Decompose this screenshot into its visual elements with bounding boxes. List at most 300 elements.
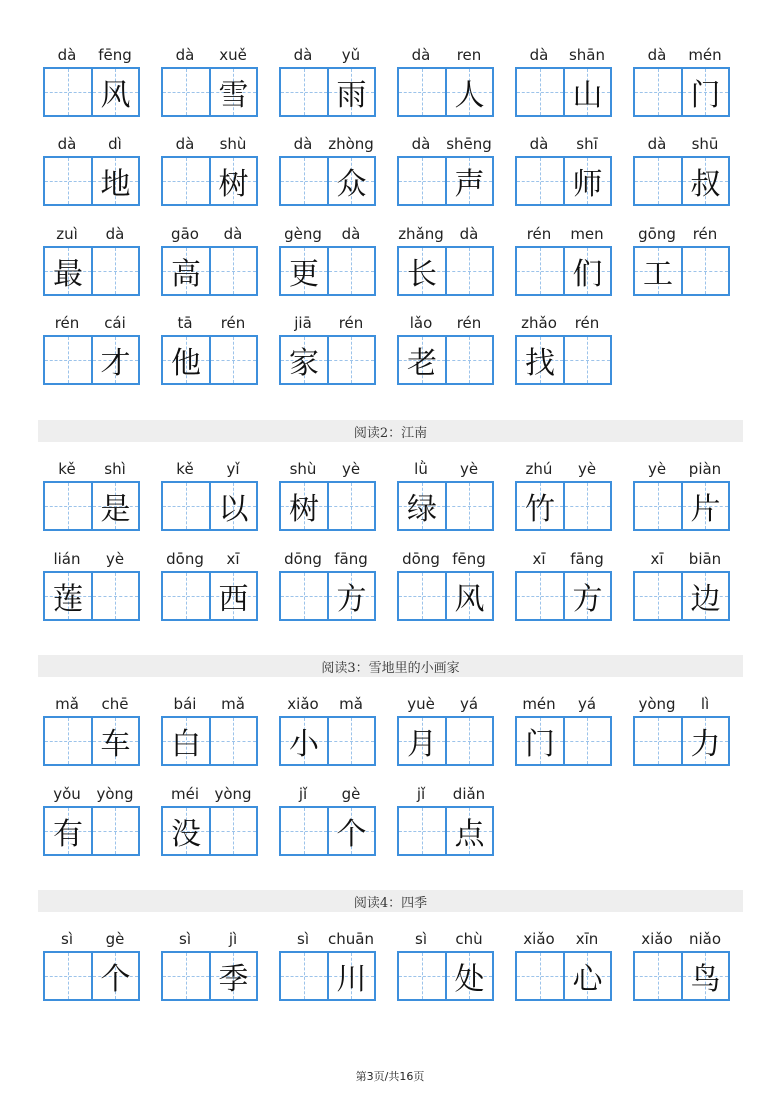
tianzige-box-blank[interactable] [329,335,377,385]
tianzige-box-blank[interactable] [329,246,377,296]
tianzige-pair [279,571,376,621]
hanzi-character [635,573,681,619]
hanzi-character: 以 [218,492,249,527]
pinyin-syllable: kě [58,460,76,478]
pinyin-syllable: dà [293,46,313,64]
tianzige-box-blank[interactable] [161,156,211,206]
pinyin-line [515,546,612,568]
word-card [515,691,612,766]
tianzige-box-filled [329,156,377,206]
pinyin-line [633,131,730,153]
pinyin-line [43,926,140,948]
word-row [43,42,743,117]
pinyin-line [633,546,730,568]
word-card [279,691,376,766]
word-card [397,221,494,296]
tianzige-box-blank[interactable] [633,67,683,117]
pinyin-syllable: gè [105,930,125,948]
tianzige-box-blank[interactable] [397,806,447,856]
pinyin-syllable: dà [411,135,431,153]
tianzige-pair [397,481,494,531]
tianzige-box-blank[interactable] [279,951,329,1001]
tianzige-pair [515,246,612,296]
pinyin-syllable: shān [568,46,606,64]
tianzige-box-blank[interactable] [565,335,613,385]
word-card [279,456,376,531]
word-card [43,926,140,1001]
tianzige-box-blank[interactable] [397,67,447,117]
tianzige-pair [161,335,258,385]
hanzi-character [281,69,327,115]
pinyin-syllable: rén [526,225,552,243]
pinyin-syllable: mǎ [339,695,363,713]
hanzi-character: 更 [289,257,319,292]
pinyin-syllable: dà [293,135,313,153]
hanzi-character [163,69,209,115]
word-card [633,926,730,1001]
hanzi-character [45,158,91,204]
tianzige-box-blank[interactable] [397,951,447,1001]
hanzi-character [163,158,209,204]
tianzige-pair [515,481,612,531]
pinyin-syllable: sì [297,930,309,948]
hanzi-character [517,953,563,999]
pinyin-line [279,781,376,803]
tianzige-box-blank[interactable] [43,951,93,1001]
hanzi-character [329,718,375,764]
pinyin-line [279,456,376,478]
pinyin-syllable: dà [341,225,361,243]
pinyin-line [161,221,258,243]
pinyin-line [515,926,612,948]
word-card [43,781,140,856]
pinyin-syllable: rén [692,225,718,243]
hanzi-character: 树 [289,492,319,527]
word-card [43,42,140,117]
word-card [515,310,612,385]
word-row [43,691,743,766]
word-card [161,310,258,385]
hanzi-character [45,337,91,383]
pinyin-syllable: cái [104,314,126,332]
word-card [633,456,730,531]
pinyin-syllable: shù [289,460,317,478]
tianzige-box-blank[interactable] [329,716,377,766]
tianzige-pair [279,951,376,1001]
pinyin-syllable: yuè [407,695,435,713]
page-number: 第3页/共16页 [355,1070,425,1083]
hanzi-character [635,158,681,204]
tianzige-pair [279,335,376,385]
pinyin-syllable: dà [647,135,667,153]
word-card [397,42,494,117]
hanzi-character [517,573,563,619]
tianzige-box-filled [515,716,565,766]
word-card [43,546,140,621]
tianzige-box-blank[interactable] [633,951,683,1001]
hanzi-character: 才 [100,346,131,381]
tianzige-box-filled [683,156,731,206]
tianzige-box-filled [93,335,141,385]
tianzige-pair [279,716,376,766]
pinyin-line [397,221,494,243]
pinyin-line [161,926,258,948]
pinyin-line [161,546,258,568]
pinyin-syllable: xiǎo [523,930,555,948]
tianzige-pair [161,806,258,856]
tianzige-box-filled [211,481,259,531]
pinyin-syllable: gèng [284,225,322,243]
word-row [43,781,743,856]
tianzige-box-blank[interactable] [565,481,613,531]
word-card [43,691,140,766]
tianzige-box-blank[interactable] [279,571,329,621]
word-card [161,42,258,117]
pinyin-syllable: shù [219,135,247,153]
pinyin-syllable: yǒu [53,785,81,803]
pinyin-syllable: chù [455,930,483,948]
pinyin-syllable: lián [53,550,81,568]
tianzige-box-blank[interactable] [633,571,683,621]
section-header-reading-4 [38,890,743,912]
hanzi-character: 方 [336,582,367,617]
tianzige-box-blank[interactable] [279,806,329,856]
tianzige-box-blank[interactable] [447,246,495,296]
tianzige-box-blank[interactable] [515,156,565,206]
word-card [279,221,376,296]
hanzi-character [211,248,257,294]
tianzige-box-filled [565,156,613,206]
pinyin-syllable: rén [456,314,482,332]
tianzige-box-filled [683,481,731,531]
pinyin-syllable: dà [57,46,77,64]
tianzige-pair [279,156,376,206]
pinyin-syllable: jǐ [298,785,308,803]
pinyin-syllable: rén [574,314,600,332]
pinyin-line [279,221,376,243]
hanzi-character [163,573,209,619]
pinyin-line [43,546,140,568]
pinyin-syllable: dōng [402,550,440,568]
pinyin-syllable: fēng [452,550,486,568]
pinyin-syllable: gāo [171,225,199,243]
tianzige-pair [279,806,376,856]
word-card [161,456,258,531]
hanzi-character [635,483,681,529]
hanzi-character [45,69,91,115]
pinyin-line [279,691,376,713]
pinyin-line [161,456,258,478]
pinyin-line [633,456,730,478]
tianzige-pair [161,571,258,621]
tianzige-box-blank[interactable] [279,67,329,117]
tianzige-box-filled [329,951,377,1001]
pinyin-syllable: shī [576,135,598,153]
pinyin-line [43,456,140,478]
hanzi-character [281,808,327,854]
hanzi-character: 白 [171,727,201,762]
tianzige-box-blank[interactable] [93,246,141,296]
pinyin-syllable: ren [456,46,482,64]
tianzige-pair [43,806,140,856]
word-card [515,546,612,621]
pinyin-syllable: zhòng [328,135,374,153]
pinyin-syllable: rén [54,314,80,332]
pinyin-line [397,691,494,713]
tianzige-pair [161,156,258,206]
hanzi-character: 西 [218,582,249,617]
tianzige-box-filled [683,571,731,621]
word-row [43,131,743,206]
tianzige-pair [633,716,730,766]
pinyin-syllable: yè [459,460,479,478]
pinyin-line [397,546,494,568]
tianzige-pair [279,481,376,531]
tianzige-box-filled [161,716,211,766]
pinyin-syllable: xiǎo [287,695,319,713]
tianzige-box-blank[interactable] [93,806,141,856]
pinyin-line [397,42,494,64]
pinyin-syllable: yǐ [226,460,240,478]
pinyin-syllable: dà [175,135,195,153]
pinyin-syllable: mén [522,695,556,713]
word-card [633,546,730,621]
pinyin-syllable: dà [459,225,479,243]
tianzige-box-blank[interactable] [329,481,377,531]
tianzige-box-blank[interactable] [211,716,259,766]
word-card [397,131,494,206]
tianzige-box-blank[interactable] [565,716,613,766]
hanzi-character [565,483,611,529]
tianzige-box-filled [447,571,495,621]
hanzi-character: 地 [100,167,131,202]
pinyin-syllable: yòng [638,695,676,713]
tianzige-box-blank[interactable] [161,951,211,1001]
word-card [43,310,140,385]
hanzi-character [163,953,209,999]
tianzige-box-blank[interactable] [43,67,93,117]
tianzige-box-blank[interactable] [43,335,93,385]
tianzige-pair [397,951,494,1001]
tianzige-box-filled [211,951,259,1001]
tianzige-box-filled [565,246,613,296]
tianzige-box-filled [633,246,683,296]
pinyin-syllable: fēng [98,46,132,64]
pinyin-syllable: shū [691,135,719,153]
tianzige-box-filled [279,335,329,385]
word-card [161,221,258,296]
pinyin-syllable: xiǎo [641,930,673,948]
tianzige-pair [515,335,612,385]
pinyin-syllable: sì [415,930,427,948]
tianzige-pair [397,246,494,296]
pinyin-syllable: zhǎng [398,225,444,243]
tianzige-box-blank[interactable] [683,246,731,296]
word-card [279,42,376,117]
tianzige-box-blank[interactable] [633,716,683,766]
tianzige-pair [633,481,730,531]
hanzi-character: 山 [572,78,603,113]
hanzi-character: 个 [336,817,367,852]
tianzige-pair [43,246,140,296]
hanzi-character: 绿 [407,492,437,527]
pinyin-line [43,221,140,243]
pinyin-line [397,781,494,803]
tianzige-box-filled [447,156,495,206]
hanzi-character [329,337,375,383]
tianzige-box-filled [397,335,447,385]
tianzige-box-filled [565,951,613,1001]
word-card [161,131,258,206]
pinyin-line [43,131,140,153]
pinyin-syllable: lì [700,695,710,713]
hanzi-character [399,69,445,115]
hanzi-character: 莲 [53,582,83,617]
pinyin-line [515,221,612,243]
pinyin-syllable: mén [688,46,722,64]
tianzige-box-filled [515,481,565,531]
pinyin-syllable: yè [647,460,667,478]
hanzi-character [399,953,445,999]
pinyin-line [161,42,258,64]
tianzige-box-blank[interactable] [397,571,447,621]
pinyin-syllable: dà [411,46,431,64]
pinyin-syllable: rén [220,314,246,332]
word-row [43,456,743,531]
pinyin-line [397,310,494,332]
pinyin-syllable: yè [105,550,125,568]
pinyin-syllable: méi [170,785,199,803]
hanzi-character: 门 [525,727,555,762]
tianzige-box-blank[interactable] [93,571,141,621]
word-card [633,131,730,206]
tianzige-box-blank[interactable] [397,156,447,206]
word-card [279,781,376,856]
section-header-reading-2 [38,420,743,442]
tianzige-box-blank[interactable] [161,571,211,621]
pinyin-line [279,42,376,64]
tianzige-box-blank[interactable] [633,481,683,531]
hanzi-character [635,718,681,764]
tianzige-pair [397,571,494,621]
tianzige-box-filled [93,67,141,117]
pinyin-line [43,691,140,713]
tianzige-box-blank[interactable] [279,156,329,206]
hanzi-character: 有 [53,817,83,852]
tianzige-pair [397,716,494,766]
hanzi-character [93,248,139,294]
tianzige-box-blank[interactable] [447,716,495,766]
pinyin-syllable: sì [179,930,191,948]
word-card [397,691,494,766]
hanzi-character [447,718,493,764]
pinyin-syllable: gōng [638,225,676,243]
word-card [515,42,612,117]
pinyin-syllable: diǎn [452,785,486,803]
tianzige-box-blank[interactable] [211,806,259,856]
pinyin-syllable: shì [104,460,126,478]
pinyin-line [515,310,612,332]
pinyin-syllable: men [570,225,604,243]
hanzi-character [565,718,611,764]
tianzige-box-blank[interactable] [515,67,565,117]
pinyin-line [161,131,258,153]
word-row [43,926,743,1001]
pinyin-line [279,546,376,568]
hanzi-character [517,248,563,294]
tianzige-box-filled [93,156,141,206]
pinyin-syllable: chuān [328,930,374,948]
tianzige-box-blank[interactable] [43,716,93,766]
hanzi-character [329,248,375,294]
hanzi-character: 季 [218,962,249,997]
hanzi-character [45,953,91,999]
section-title: 阅读4：四季 [353,895,428,911]
tianzige-box-blank[interactable] [43,156,93,206]
tianzige-box-filled [211,67,259,117]
tianzige-box-blank[interactable] [447,335,495,385]
word-card [633,42,730,117]
tianzige-box-blank[interactable] [515,951,565,1001]
section-header-reading-3 [38,655,743,677]
hanzi-character: 树 [218,167,249,202]
pinyin-syllable: dà [529,135,549,153]
tianzige-box-blank[interactable] [633,156,683,206]
tianzige-pair [397,806,494,856]
word-card [515,926,612,1001]
tianzige-box-blank[interactable] [515,571,565,621]
tianzige-box-filled [211,156,259,206]
pinyin-line [633,691,730,713]
word-card [279,310,376,385]
tianzige-pair [43,335,140,385]
hanzi-character: 车 [100,727,131,762]
word-card [397,926,494,1001]
pinyin-syllable: shēng [446,135,492,153]
hanzi-character: 叔 [690,167,721,202]
tianzige-pair [279,67,376,117]
tianzige-box-filled [683,951,731,1001]
tianzige-box-blank[interactable] [515,246,565,296]
tianzige-box-filled [43,246,93,296]
tianzige-pair [161,716,258,766]
tianzige-box-filled [447,951,495,1001]
pinyin-syllable: yè [577,460,597,478]
pinyin-line [633,42,730,64]
hanzi-character [399,158,445,204]
tianzige-box-blank[interactable] [211,335,259,385]
tianzige-pair [161,951,258,1001]
hanzi-character: 片 [690,492,721,527]
tianzige-box-blank[interactable] [211,246,259,296]
hanzi-character [447,337,493,383]
pinyin-syllable: yá [459,695,479,713]
tianzige-pair [43,951,140,1001]
pinyin-syllable: dà [223,225,243,243]
tianzige-box-blank[interactable] [161,481,211,531]
pinyin-line [397,456,494,478]
pinyin-line [161,691,258,713]
tianzige-pair [515,571,612,621]
pinyin-syllable: rén [338,314,364,332]
tianzige-pair [279,246,376,296]
tianzige-box-blank[interactable] [447,481,495,531]
tianzige-pair [161,246,258,296]
word-card [397,781,494,856]
tianzige-box-blank[interactable] [161,67,211,117]
tianzige-box-blank[interactable] [43,481,93,531]
word-row [43,221,743,296]
